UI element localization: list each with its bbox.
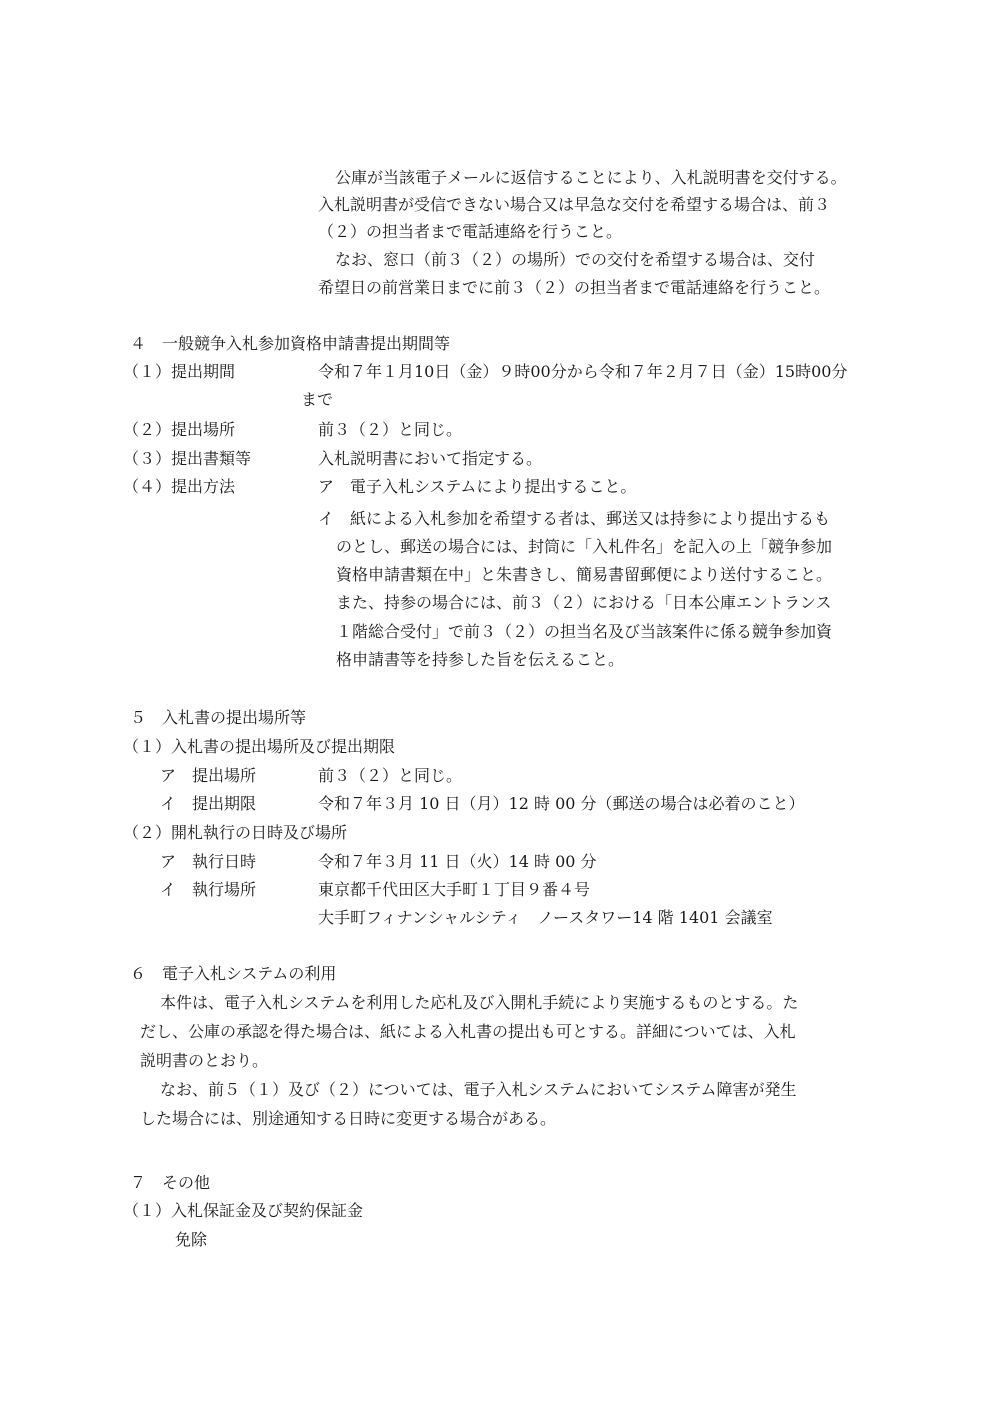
sec6-p1-line2: だし、公庫の承認を得た場合は、紙による入札書の提出も可とする。詳細については、入札 [140,1022,796,1041]
sec5-a-label: ア 提出場所 [160,766,257,785]
intro-line-4: なお、窓口（前３（２）の場所）での交付を希望する場合は、交付 [335,250,816,269]
section-4-heading: ４ 一般競争入札参加資格申請書提出期間等 [130,334,451,353]
intro-line-3: （２）の担当者まで電話連絡を行うこと。 [318,222,623,241]
sec4-item4-b-line1: イ 紙による入札参加を希望する者は、郵送又は持参により提出するも [318,509,831,528]
sec5-b-label: イ 提出期限 [160,794,257,813]
sec5-d-value-line2: 大手町フィナンシャルシティ ノースタワー14 階 1401 会議室 [318,908,773,927]
sec4-item1-value-line2: まで [301,390,334,409]
sec4-item4-b-line6: 格申請書等を持参した旨を伝えること。 [336,650,625,669]
sec4-item2-label: （２）提出場所 [123,420,236,439]
sec4-item4-b-line4: また、持参の場合には、前３（２）における「日本公庫エントランス [336,593,832,612]
sec4-item1-value-line1: 令和７年１月10日（金）９時00分から令和７年２月７日（金）15時00分 [318,362,848,381]
section-5-heading: ５ 入札書の提出場所等 [130,708,307,727]
intro-line-1: 公庫が当該電子メールに返信することにより、入札説明書を交付する。 [335,168,847,187]
sec6-p2-line1: なお、前５（１）及び（２）については、電子入札システムにおいてシステム障害が発生 [160,1080,797,1099]
sec4-item4-b-line3: 資格申請書類在中」と朱書きし、簡易書留郵便により送付すること。 [336,565,833,584]
sec5-item1-label: （１）入札書の提出場所及び提出期限 [123,737,396,756]
sec5-c-label: ア 執行日時 [160,852,257,871]
sec4-item4-b-line2: のとし、郵送の場合には、封筒に「入札件名」を記入の上「競争参加 [336,537,833,556]
sec7-item1-value: 免除 [175,1230,208,1249]
sec4-item3-label: （３）提出書類等 [123,449,252,468]
sec4-item4-a: ア 電子入札システムにより提出すること。 [318,477,637,496]
sec5-item2-label: （２）開札執行の日時及び場所 [123,823,348,842]
sec6-p1-line1: 本件は、電子入札システムを利用した応札及び入開札手続により実施するものとする。た [160,993,799,1012]
section-6-heading: ６ 電子入札システムの利用 [130,964,337,983]
sec5-d-value-line1: 東京都千代田区大手町１丁目９番４号 [318,880,591,899]
sec6-p2-line2: した場合には、別途通知する日時に変更する場合がある。 [140,1109,557,1128]
sec5-a-value: 前３（２）と同じ。 [318,766,463,785]
sec4-item4-b-line5: １階総合受付」で前３（２）の担当名及び当該案件に係る競争参加資 [336,622,833,641]
intro-line-2: 入札説明書が受信できない場合又は早急な交付を希望する場合は、前３ [318,195,831,214]
sec5-c-value: 令和７年３月 11 日（火）14 時 00 分 [318,852,597,871]
sec4-item4-label: （４）提出方法 [123,477,236,496]
sec4-item2-value: 前３（２）と同じ。 [318,420,463,439]
sec4-item3-value: 入札説明書において指定する。 [318,449,543,468]
sec4-item1-label: （１）提出期間 [123,362,236,381]
sec5-b-value: 令和７年３月 10 日（月）12 時 00 分（郵送の場合は必着のこと） [318,794,805,813]
sec7-item1-label: （１）入札保証金及び契約保証金 [123,1201,364,1220]
section-7-heading: ７ その他 [130,1173,211,1192]
sec6-p1-line3: 説明書のとおり。 [140,1051,269,1070]
intro-line-5: 希望日の前営業日までに前３（２）の担当者まで電話連絡を行うこと。 [318,278,831,297]
sec5-d-label: イ 執行場所 [160,880,257,899]
